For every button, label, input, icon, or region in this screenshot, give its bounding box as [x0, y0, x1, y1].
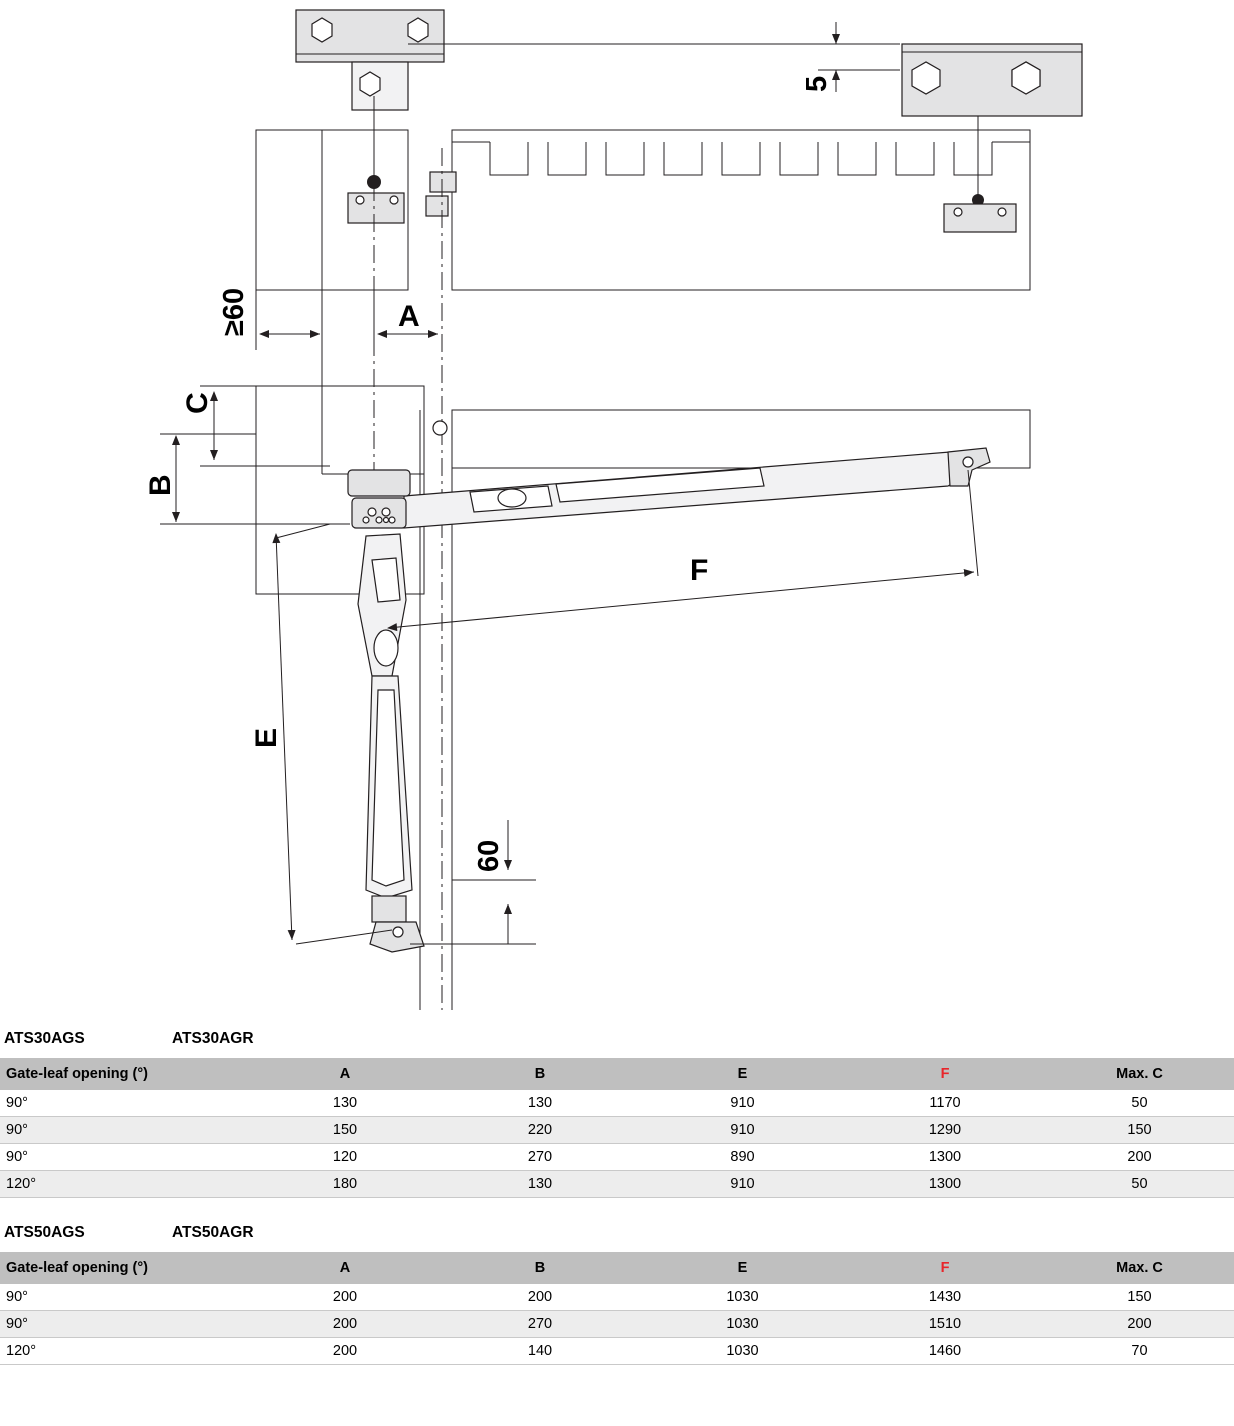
cell-a: 180: [250, 1171, 440, 1198]
svg-text:A: A: [398, 300, 420, 333]
table-row: [0, 1171, 1234, 1198]
cell-opening: 90°: [0, 1284, 250, 1311]
table-row: [0, 1338, 1234, 1365]
cell-b: 270: [440, 1144, 640, 1171]
column-header-opening: Gate-leaf opening (°): [0, 1058, 250, 1090]
cell-maxc: 50: [1045, 1171, 1234, 1198]
column-header-maxc: Max. C: [1045, 1252, 1234, 1284]
cell-f: 1290: [845, 1117, 1045, 1144]
spec-table-ats30: [0, 1058, 1234, 1198]
cell-a: 200: [250, 1311, 440, 1338]
column-header-a: A: [250, 1058, 440, 1090]
table-row: [0, 1144, 1234, 1171]
table-row: [0, 1090, 1234, 1117]
cell-e: 890: [640, 1144, 845, 1171]
table-row: [0, 1311, 1234, 1338]
column-header-b: B: [440, 1058, 640, 1090]
svg-text:60: 60: [473, 839, 505, 872]
cell-b: 270: [440, 1311, 640, 1338]
column-header-a: A: [250, 1252, 440, 1284]
svg-text:B: B: [144, 474, 177, 496]
svg-text:5: 5: [801, 75, 833, 92]
svg-text:E: E: [250, 727, 283, 748]
spec-tables: [0, 1030, 1234, 1365]
cell-maxc: 50: [1045, 1090, 1234, 1117]
cell-f: 1170: [845, 1090, 1045, 1117]
cell-e: 1030: [640, 1311, 845, 1338]
column-header-e: E: [640, 1058, 845, 1090]
cell-maxc: 200: [1045, 1311, 1234, 1338]
table-row: [0, 1117, 1234, 1144]
cell-maxc: 150: [1045, 1284, 1234, 1311]
cell-opening: 120°: [0, 1171, 250, 1198]
dimension-60: [410, 820, 536, 944]
cell-f: 1460: [845, 1338, 1045, 1365]
cell-opening: 90°: [0, 1090, 250, 1117]
column-header-maxc: Max. C: [1045, 1058, 1234, 1090]
model-label-ats50agr: ATS50AGR: [172, 1224, 254, 1241]
cell-opening: 90°: [0, 1311, 250, 1338]
model-row-ats50: [0, 1224, 1234, 1242]
cell-f: 1300: [845, 1171, 1045, 1198]
model-label-ats30ags: ATS30AGS: [4, 1030, 85, 1047]
column-header-e: E: [640, 1252, 845, 1284]
model-label-ats50ags: ATS50AGS: [4, 1224, 85, 1241]
cell-e: 1030: [640, 1338, 845, 1365]
cell-e: 910: [640, 1117, 845, 1144]
top-right-bracket: [902, 44, 1082, 116]
column-header-b: B: [440, 1252, 640, 1284]
cell-b: 220: [440, 1117, 640, 1144]
column-header-f: F: [845, 1252, 1045, 1284]
cell-b: 130: [440, 1171, 640, 1198]
dimension-B: [144, 434, 350, 524]
dimension-min60-A: [218, 248, 438, 440]
cell-opening: 90°: [0, 1144, 250, 1171]
cell-a: 120: [250, 1144, 440, 1171]
cell-opening: 90°: [0, 1117, 250, 1144]
model-label-ats30agr: ATS30AGR: [172, 1030, 254, 1047]
model-row-ats30: [0, 1030, 1234, 1048]
cell-f: 1510: [845, 1311, 1045, 1338]
cell-e: 1030: [640, 1284, 845, 1311]
cell-f: 1430: [845, 1284, 1045, 1311]
column-header-f: F: [845, 1058, 1045, 1090]
cell-a: 130: [250, 1090, 440, 1117]
svg-text:C: C: [181, 392, 214, 414]
cell-maxc: 200: [1045, 1144, 1234, 1171]
closer-arm-assembly: [348, 421, 990, 952]
cell-e: 910: [640, 1171, 845, 1198]
svg-text:F: F: [690, 554, 709, 587]
cell-e: 910: [640, 1090, 845, 1117]
cell-a: 150: [250, 1117, 440, 1144]
column-header-opening: Gate-leaf opening (°): [0, 1252, 250, 1284]
dimension-5: [801, 22, 900, 92]
table-header-row: [0, 1058, 1234, 1090]
table-row: [0, 1284, 1234, 1311]
table-gap: [0, 1198, 1234, 1224]
table-header-row: [0, 1252, 1234, 1284]
cell-maxc: 150: [1045, 1117, 1234, 1144]
cell-maxc: 70: [1045, 1338, 1234, 1365]
spec-table-ats50: [0, 1252, 1234, 1365]
cell-b: 200: [440, 1284, 640, 1311]
top-left-bracket: [296, 10, 444, 110]
cell-a: 200: [250, 1338, 440, 1365]
cell-b: 140: [440, 1338, 640, 1365]
svg-text:≥60: ≥60: [218, 287, 250, 336]
cell-opening: 120°: [0, 1338, 250, 1365]
cell-a: 200: [250, 1284, 440, 1311]
cell-f: 1300: [845, 1144, 1045, 1171]
cell-b: 130: [440, 1090, 640, 1117]
